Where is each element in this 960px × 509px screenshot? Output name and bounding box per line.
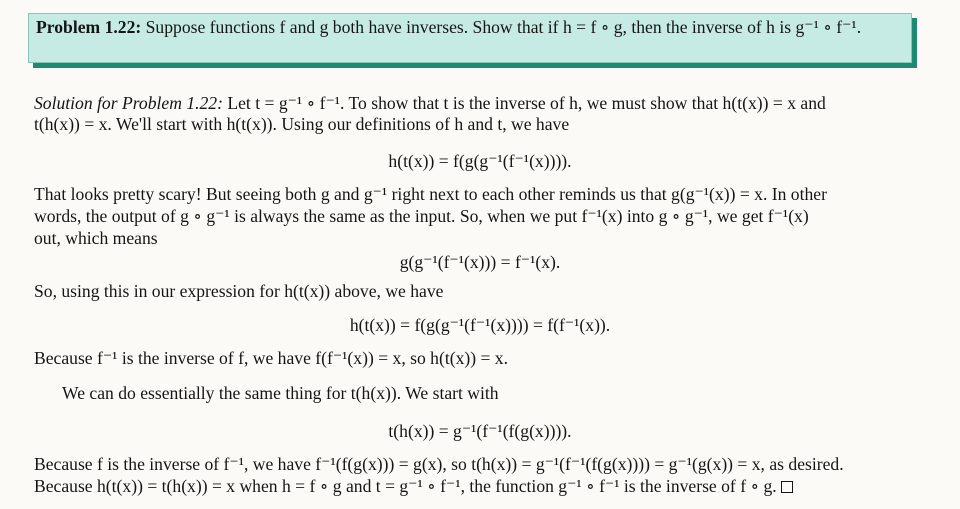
solution-line-4: words, the output of g ∘ g⁻¹ is always the same as the input. So, when we put f⁻¹(x) into g ∘ g⁻¹, we get f⁻¹(x) bbox=[34, 206, 809, 226]
solution-line-2: t(h(x)) = x. We'll start with h(t(x)). Using our definitions of h and t, we have bbox=[34, 114, 570, 134]
problem-label: Problem 1.22: bbox=[36, 17, 142, 37]
solution-line-8: We can do essentially the same thing for t(h(x)). We start with bbox=[62, 383, 499, 403]
solution-line-6: So, using this in our expression for h(t(x)) above, we have bbox=[34, 281, 444, 301]
problem-box bbox=[28, 13, 912, 63]
problem-statement-text: Suppose functions f and g both have inverses. Show that if h = f ∘ g, then the inverse of h is g⁻¹ ∘ f⁻¹. bbox=[145, 17, 862, 37]
equation-4: t(h(x)) = g⁻¹(f⁻¹(f(g(x)))). bbox=[388, 421, 572, 441]
solution-line-1 bbox=[34, 93, 826, 114]
solution-label: Solution for Problem 1.22: bbox=[34, 93, 223, 113]
equation-3: h(t(x)) = f(g(g⁻¹(f⁻¹(x)))) = f(f⁻¹(x)). bbox=[349, 315, 611, 335]
solution-line-5: out, which means bbox=[34, 228, 158, 248]
solution-line-7: Because f⁻¹ is the inverse of f, we have f(f⁻¹(x)) = x, so h(t(x)) = x. bbox=[34, 348, 508, 368]
solution-line-3: That looks pretty scary! But seeing both g and g⁻¹ right next to each other reminds us that g(g⁻¹(x)) = x. In other bbox=[34, 184, 827, 204]
qed-square-icon bbox=[781, 481, 793, 493]
solution-line-10 bbox=[34, 476, 793, 497]
equation-1: h(t(x)) = f(g(g⁻¹(f⁻¹(x)))). bbox=[388, 151, 572, 171]
solution-line-9: Because f is the inverse of f⁻¹, we have f⁻¹(f(g(x))) = g(x), so t(h(x)) = g⁻¹(f⁻¹(f(g(x)))) = g⁻¹(g(x)) = x, as desired. bbox=[34, 454, 844, 474]
solution-line-1-text: Let t = g⁻¹ ∘ f⁻¹. To show that t is the inverse of h, we must show that h(t(x)) = x and bbox=[227, 93, 826, 113]
equation-2: g(g⁻¹(f⁻¹(x))) = f⁻¹(x). bbox=[399, 252, 561, 272]
solution-line-10-text: Because h(t(x)) = t(h(x)) = x when h = f ∘ g and t = g⁻¹ ∘ f⁻¹, the function g⁻¹ ∘ f⁻¹ is the inverse of f ∘ g. bbox=[34, 476, 777, 496]
problem-statement bbox=[36, 17, 906, 38]
